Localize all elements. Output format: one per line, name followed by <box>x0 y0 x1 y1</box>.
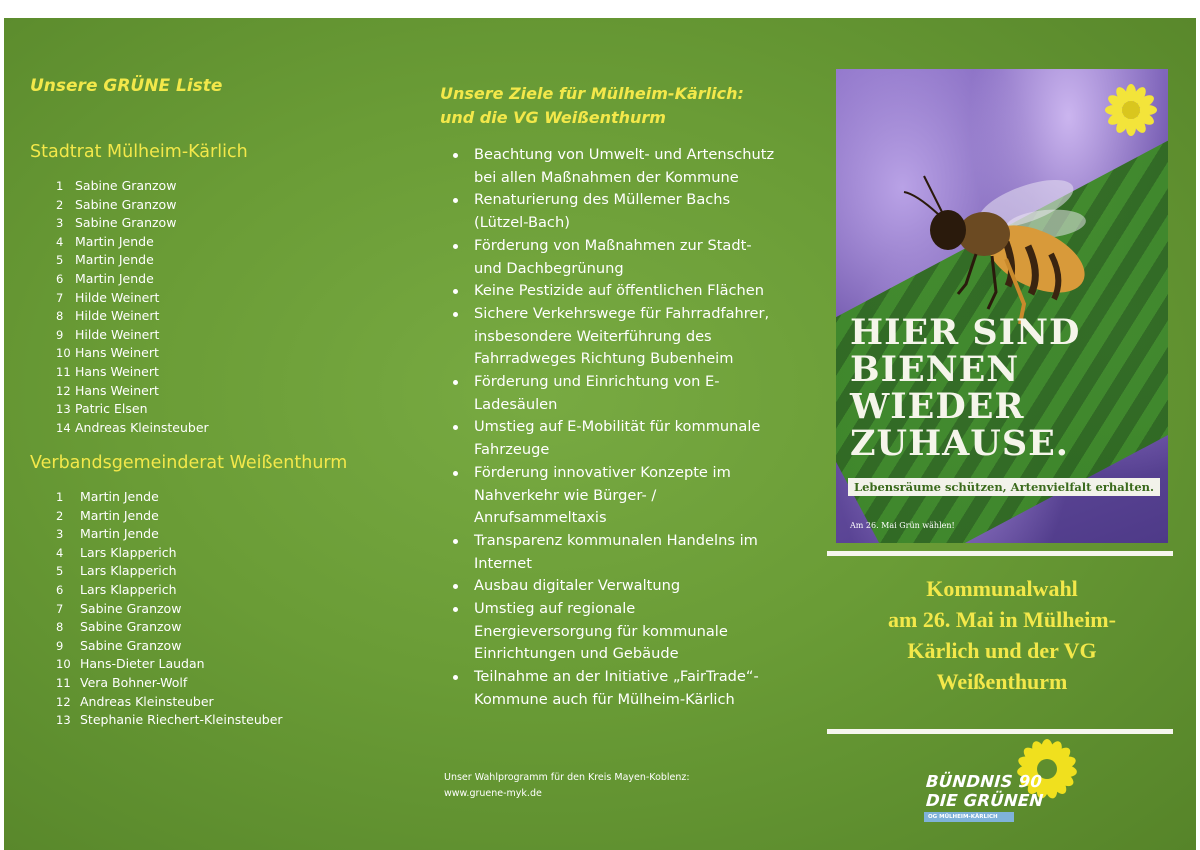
candidate-name: Hilde Weinert <box>75 326 160 342</box>
sunflower-icon <box>1104 83 1158 137</box>
candidate-item <box>30 711 283 730</box>
candidate-name: Hans-Dieter Laudan <box>80 656 205 672</box>
goal-item: Transparenz kommunalen Handelns im Internet <box>448 530 778 575</box>
candidate-item <box>30 637 283 656</box>
program-note <box>444 770 690 802</box>
candidate-name: Hans Weinert <box>75 363 159 379</box>
candidate-number: 12 <box>56 383 71 398</box>
candidate-number: 6 <box>56 271 64 286</box>
candidate-name: Martin Jende <box>75 270 154 286</box>
candidate-name: Martin Jende <box>80 507 159 523</box>
candidate-item <box>30 289 209 308</box>
candidate-name: Stephanie Riechert-Kleinsteuber <box>80 712 283 728</box>
candidate-item <box>30 382 209 401</box>
goals-title: Unsere Ziele für Mülheim-Kärlich: und die VG Weißenthurm <box>440 84 744 127</box>
bee-poster <box>836 69 1168 543</box>
goal-item: Renaturierung des Müllemer Bachs (Lützel-Bach) <box>448 189 778 234</box>
goal-item: Förderung von Maßnahmen zur Stadt- und Dachbegrünung <box>448 235 778 280</box>
candidate-item <box>30 196 209 215</box>
candidate-item <box>30 507 283 526</box>
candidate-number: 1 <box>56 490 64 504</box>
goals-list <box>448 144 778 712</box>
candidate-name: Martin Jende <box>75 252 154 268</box>
logo-line-3: OG MÜLHEIM-KÄRLICH <box>924 812 1014 822</box>
candidate-name: Martin Jende <box>75 233 154 249</box>
party-logo <box>920 738 1090 834</box>
poster-headline-line: WIEDER <box>850 386 1025 427</box>
candidate-name: Vera Bohner-Wolf <box>80 674 188 690</box>
candidate-name: Sabine Granzow <box>80 600 182 616</box>
candidate-number: 1 <box>56 179 64 193</box>
candidate-item <box>30 363 209 382</box>
candidate-number: 8 <box>56 620 64 635</box>
program-link[interactable]: www.gruene-myk.de <box>444 788 542 799</box>
candidate-name: Martin Jende <box>80 526 159 542</box>
candidate-item <box>30 488 283 507</box>
candidate-name: Lars Klapperich <box>80 581 177 597</box>
candidate-item <box>30 655 283 674</box>
logo-line-1: BÜNDNIS 90 <box>925 772 1043 791</box>
candidate-number: 14 <box>56 420 71 435</box>
candidate-name: Hans Weinert <box>75 345 159 361</box>
candidate-item <box>30 562 283 581</box>
list-title: Unsere GRÜNE Liste <box>30 76 223 96</box>
poster-headline-line: BIENEN <box>850 349 1020 390</box>
candidate-item <box>30 233 209 252</box>
candidate-number: 2 <box>56 508 64 523</box>
poster-headline-line: HIER SIND <box>850 312 1081 353</box>
flyer-sheet <box>4 18 1196 850</box>
candidate-name: Sabine Granzow <box>75 178 177 193</box>
candidate-number: 5 <box>56 253 64 268</box>
poster-tagline: Lebensräume schützen, Artenvielfalt erhalten. <box>848 478 1160 496</box>
candidate-number: 3 <box>56 216 64 231</box>
candidate-name: Martin Jende <box>80 489 159 504</box>
goal-item: Sichere Verkehrswege für Fahrradfahrer, insbesondere Weiterführung des Fahrradweges Richtung Bubenheim <box>448 303 778 371</box>
candidate-item <box>30 344 209 363</box>
stadtrat-heading: Stadtrat Mülheim-Kärlich <box>30 142 248 162</box>
poster-headline <box>850 314 1150 462</box>
candidate-number: 6 <box>56 582 64 597</box>
candidate-name: Sabine Granzow <box>75 196 177 212</box>
candidate-item <box>30 326 209 345</box>
candidate-item <box>30 600 283 619</box>
candidate-number: 5 <box>56 564 64 579</box>
goal-item: Keine Pestizide auf öffentlichen Flächen <box>448 280 778 303</box>
poster-date: Am 26. Mai Grün wählen! <box>850 521 955 530</box>
candidate-name: Lars Klapperich <box>80 563 177 579</box>
divider-bottom <box>827 729 1173 734</box>
campaign-title <box>824 573 1180 697</box>
candidate-number: 2 <box>56 197 64 212</box>
goal-item: Teilnahme an der Initiative „FairTrade“-Kommune auch für Mülheim-Kärlich <box>448 666 778 711</box>
goal-item: Umstieg auf E-Mobilität für kommunale Fahrzeuge <box>448 416 778 461</box>
candidate-name: Hans Weinert <box>75 382 159 398</box>
candidate-item <box>30 307 209 326</box>
goal-item: Förderung innovativer Konzepte im Nahverkehr wie Bürger- / Anrufsammeltaxis <box>448 462 778 530</box>
candidate-number: 3 <box>56 527 64 542</box>
candidate-item <box>30 270 209 289</box>
goal-item: Beachtung von Umwelt- und Artenschutz bei allen Maßnahmen der Kommune <box>448 144 778 189</box>
goal-item: Umstieg auf regionale Energieversorgung für kommunale Einrichtungen und Gebäude <box>448 598 778 666</box>
candidate-item <box>30 674 283 693</box>
candidate-number: 4 <box>56 545 64 560</box>
campaign-line: am 26. Mai in Mülheim- <box>888 607 1116 632</box>
candidate-item <box>30 400 209 419</box>
candidate-name: Lars Klapperich <box>80 544 177 560</box>
candidate-item <box>30 581 283 600</box>
bee-image <box>896 164 1116 334</box>
candidate-item <box>30 525 283 544</box>
candidate-number: 10 <box>56 346 71 361</box>
poster-headline-line: ZUHAUSE. <box>850 423 1069 464</box>
candidate-number: 13 <box>56 402 71 417</box>
candidate-number: 4 <box>56 234 64 249</box>
goal-item: Ausbau digitaler Verwaltung <box>448 575 778 598</box>
candidate-item <box>30 177 209 196</box>
candidate-item <box>30 419 209 438</box>
campaign-line: Kommunalwahl <box>926 576 1078 601</box>
candidate-number: 11 <box>56 675 71 690</box>
campaign-line: Kärlich und der VG <box>907 638 1097 663</box>
candidate-number: 9 <box>56 327 64 342</box>
candidate-name: Hilde Weinert <box>75 289 160 305</box>
candidate-number: 12 <box>56 694 71 709</box>
candidate-name: Sabine Granzow <box>75 215 177 231</box>
candidate-name: Andreas Kleinsteuber <box>80 693 214 709</box>
verband-heading: Verbandsgemeinderat Weißenthurm <box>30 453 348 473</box>
candidate-name: Patric Elsen <box>75 401 148 417</box>
verband-list <box>30 488 283 730</box>
stadtrat-list <box>30 177 209 437</box>
goal-item: Förderung und Einrichtung von E-Ladesäulen <box>448 371 778 416</box>
candidate-item <box>30 214 209 233</box>
candidate-number: 11 <box>56 364 71 379</box>
candidate-number: 10 <box>56 657 71 672</box>
candidate-item <box>30 618 283 637</box>
candidate-name: Hilde Weinert <box>75 308 160 324</box>
program-note-text: Unser Wahlprogramm für den Kreis Mayen-Koblenz: <box>444 772 690 783</box>
logo-line-2: DIE GRÜNEN <box>925 791 1045 810</box>
candidate-name: Sabine Granzow <box>80 637 182 653</box>
candidate-item <box>30 693 283 712</box>
candidate-item <box>30 251 209 270</box>
candidate-number: 13 <box>56 713 71 728</box>
candidate-number: 9 <box>56 638 64 653</box>
divider-top <box>827 551 1173 556</box>
candidate-item <box>30 544 283 563</box>
candidate-number: 7 <box>56 601 64 616</box>
candidate-number: 7 <box>56 290 64 305</box>
candidate-number: 8 <box>56 309 64 324</box>
candidate-name: Andreas Kleinsteuber <box>75 419 209 435</box>
candidate-name: Sabine Granzow <box>80 619 182 635</box>
campaign-line: Weißenthurm <box>936 669 1068 694</box>
